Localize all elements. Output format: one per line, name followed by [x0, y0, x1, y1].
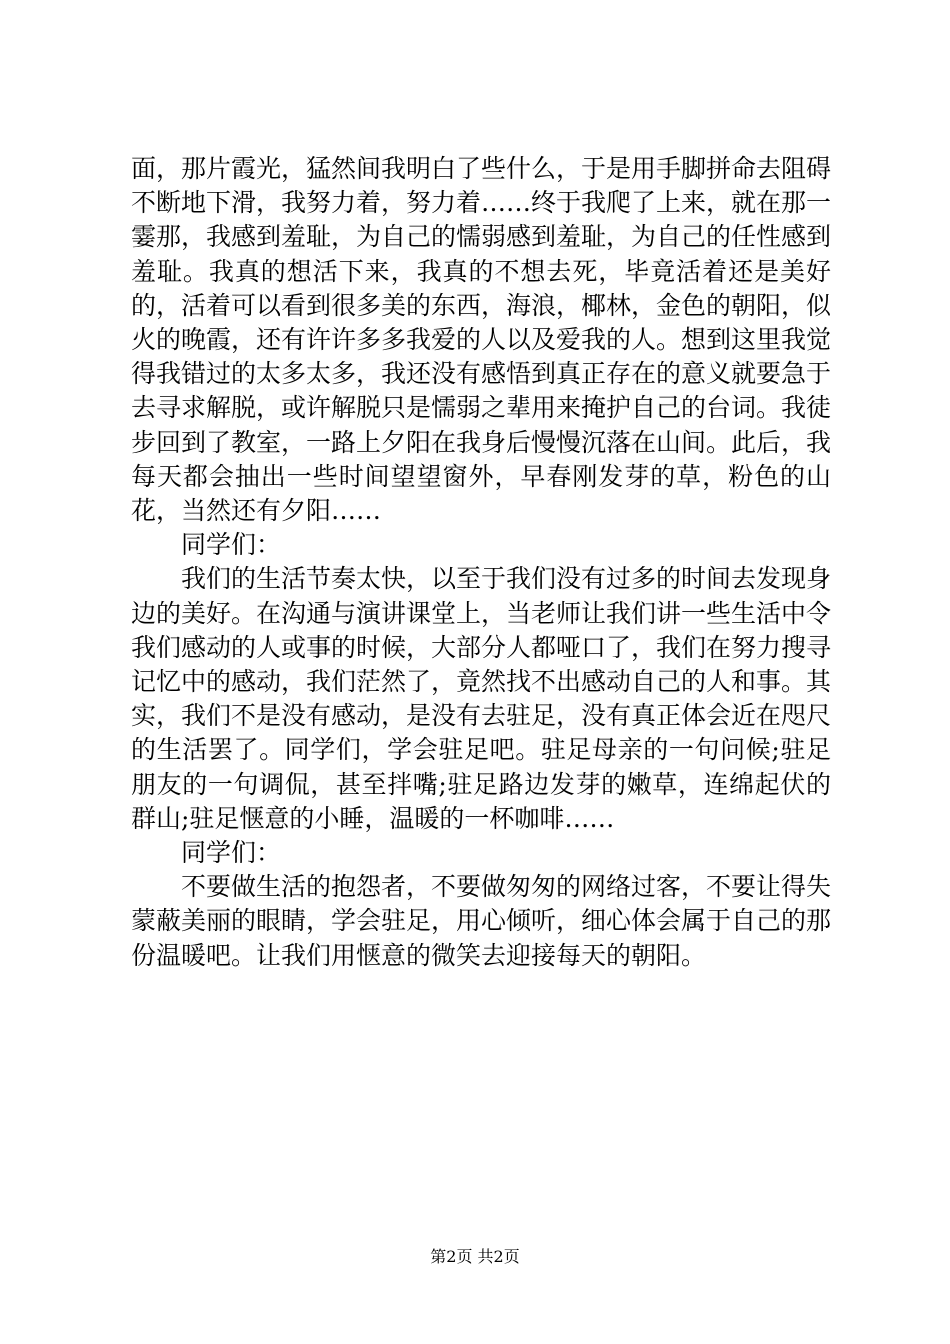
paragraph: 不要做生活的抱怨者，不要做匆匆的网络过客，不要让得失蒙蔽美丽的眼睛，学会驻足，用心倾听，细心体会属于自己的那份温暖吧。让我们用惬意的微笑去迎接每天的朝阳。	[131, 872, 832, 970]
body-text	[131, 152, 831, 973]
salutation: 同学们：	[181, 530, 282, 560]
paragraph-continuation: 面，那片霞光，猛然间我明白了些什么，于是用手脚拼命去阻碍不断地下滑，我努力着，努力着……终于我爬了上来，就在那一霎那，我感到羞耻，为自己的懦弱感到羞耻，为自己的任性感到羞耻。我真的想活下来，我真的不想去死，毕竟活着还是美好的，活着可以看到很多美的东西，海浪，椰林，金色的朝阳，似火的晚霞，还有许许多多我爱的人以及爱我的人。想到这里我觉得我错过的太多太多，我还没有感悟到真正存在的意义就要急于去寻求解脱，或许解脱只是懦弱之辈用来掩护自己的台词。我徒步回到了教室，一路上夕阳在我身后慢慢沉落在山间。此后，我每天都会抽出一些时间望望窗外，早春刚发芽的草，粉色的山花，当然还有夕阳……	[131, 154, 832, 526]
page-number-footer: 第2页 共2页	[430, 1247, 520, 1266]
paragraph: 我们的生活节奏太快，以至于我们没有过多的时间去发现身边的美好。在沟通与演讲课堂上，当老师让我们讲一些生活中令我们感动的人或事的时候，大部分人都哑口了，我们在努力搜寻记忆中的感动，我们茫然了，竟然找不出感动自己的人和事。其实，我们不是没有感动，是没有去驻足，没有真正体会近在咫尺的生活罢了。同学们，学会驻足吧。驻足母亲的一句问候;驻足朋友的一句调侃，甚至拌嘴;驻足路边发芽的嫩草，连绵起伏的群山;驻足惬意的小睡，温暖的一杯咖啡……	[131, 564, 832, 833]
salutation: 同学们：	[181, 838, 282, 868]
